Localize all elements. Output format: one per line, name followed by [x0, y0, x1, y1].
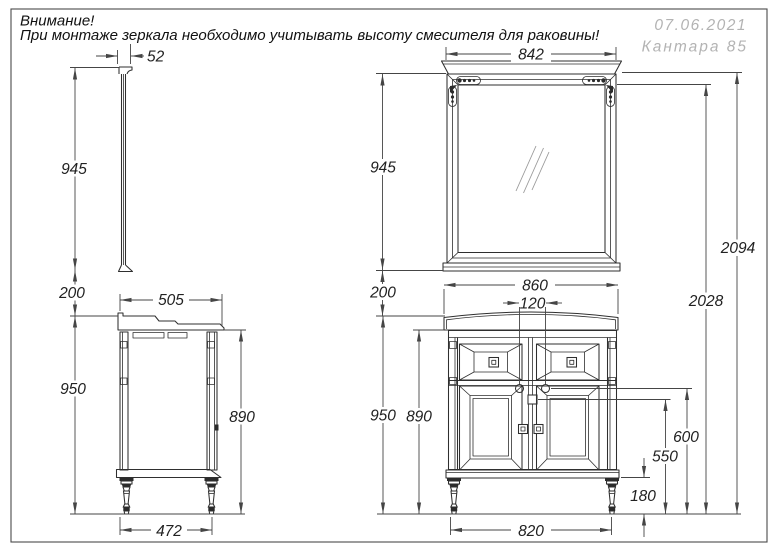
svg-text:120: 120	[519, 295, 546, 313]
svg-text:180: 180	[630, 488, 656, 505]
model-name: Кантара 85	[641, 38, 748, 56]
dim-mirror-height-side	[56, 68, 119, 271]
svg-text:505: 505	[158, 292, 184, 309]
svg-text:820: 820	[518, 523, 544, 540]
date-stamp: 07.06.2021	[654, 17, 747, 34]
dim-gap-side	[54, 270, 118, 316]
drawer-left	[460, 344, 523, 380]
mirror-front	[442, 61, 622, 271]
dim-body-height-side	[224, 330, 260, 514]
mirror-glass	[458, 85, 605, 253]
glass-reflection	[516, 146, 549, 193]
svg-text:890: 890	[406, 408, 432, 426]
svg-text:950: 950	[370, 407, 396, 425]
cabinet-leg	[205, 478, 219, 514]
mirror-ornament-left	[449, 77, 481, 107]
svg-text:600: 600	[673, 429, 699, 446]
cabinet-leg	[447, 478, 461, 514]
door-left	[460, 386, 528, 470]
cabinet-leg	[120, 478, 134, 514]
svg-text:945: 945	[61, 161, 87, 178]
front-post	[207, 332, 217, 470]
door-knob	[519, 425, 528, 434]
svg-text:842: 842	[518, 46, 544, 64]
cabinet-side	[117, 313, 225, 514]
dim-gap-front	[365, 271, 401, 317]
mount-plate	[528, 395, 537, 404]
mirror-side-profile	[119, 67, 133, 272]
dimensions-front-view	[365, 47, 761, 541]
warning-line-1: Внимание!	[20, 12, 95, 30]
dim-leg-span-depth	[120, 517, 212, 540]
dimensions-side-view	[54, 44, 260, 540]
drawer-knob	[567, 358, 577, 368]
svg-text:200: 200	[59, 285, 85, 302]
mirror-ornament-right	[583, 77, 615, 107]
svg-text:860: 860	[522, 277, 548, 295]
dim-leg-height	[621, 458, 661, 537]
door-knob	[534, 425, 543, 434]
door-right	[534, 386, 599, 470]
door-knob-side	[215, 425, 219, 431]
dim-body-height-front	[401, 330, 444, 514]
svg-text:950: 950	[60, 381, 86, 398]
back-post	[120, 332, 128, 470]
countertop-basin-profile	[118, 313, 224, 330]
svg-text:890: 890	[229, 409, 255, 426]
svg-text:2028: 2028	[688, 293, 724, 310]
svg-text:52: 52	[147, 48, 165, 66]
cabinet-leg	[605, 478, 619, 514]
plinth-front	[446, 470, 619, 478]
svg-text:945: 945	[370, 159, 396, 177]
plinth-side	[117, 470, 222, 478]
svg-text:550: 550	[652, 448, 678, 466]
cabinet-front	[444, 312, 619, 514]
dim-cabinet-height-side	[55, 316, 91, 514]
dim-mirror-height-front	[365, 74, 446, 271]
warning-line-2: При монтаже зеркала необходимо учитывать высоту смесителя для раковины!	[20, 27, 600, 44]
mirror-frame-outer	[447, 74, 616, 263]
svg-text:2094: 2094	[720, 240, 756, 257]
dim-mirror-depth	[96, 44, 165, 66]
side-view	[117, 67, 225, 514]
svg-text:472: 472	[156, 523, 182, 540]
svg-text:200: 200	[370, 284, 396, 302]
drawer-knob	[489, 358, 499, 368]
header	[20, 13, 748, 56]
dim-leg-span-width	[451, 517, 612, 540]
